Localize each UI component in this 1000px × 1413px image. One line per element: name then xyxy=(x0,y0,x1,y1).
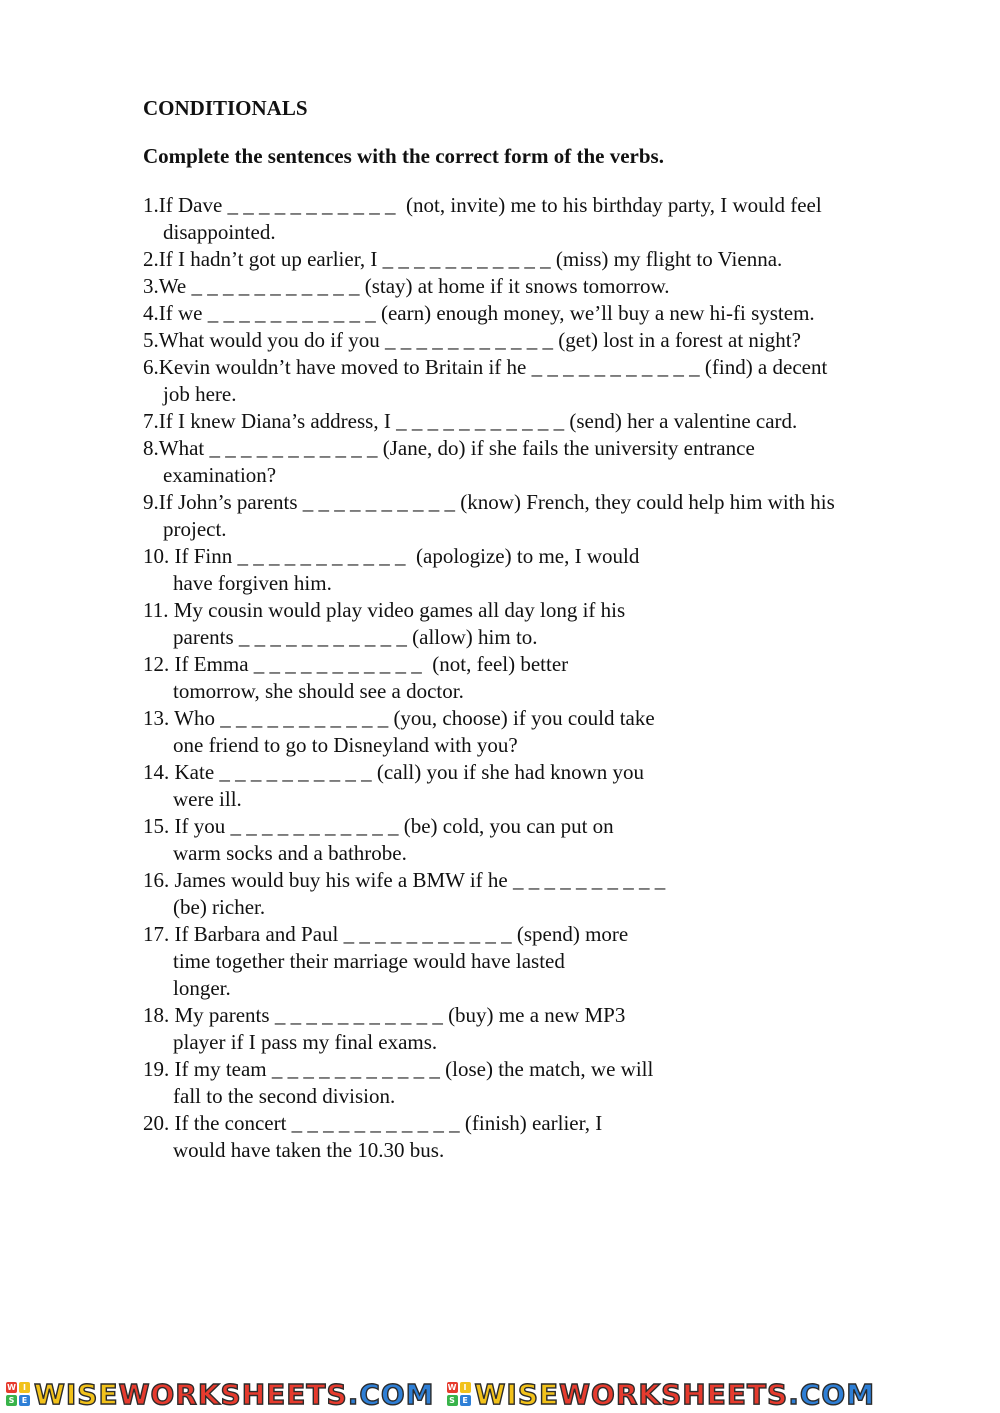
exercise-item xyxy=(143,597,943,651)
exercise-sentence: 18. My parents _ _ _ _ _ _ _ _ _ _ _ (buy) me a new MP3 xyxy=(143,1003,626,1027)
exercise-sentence: 13. Who _ _ _ _ _ _ _ _ _ _ _ (you, choose) if you could take xyxy=(143,706,655,730)
exercise-sentence: 12. If Emma _ _ _ _ _ _ _ _ _ _ _ (not, feel) better xyxy=(143,652,569,676)
exercise-item xyxy=(143,813,943,867)
instructions: Complete the sentences with the correct form of the verbs. xyxy=(143,144,664,168)
exercise-item xyxy=(143,408,943,435)
exercise-sentence: 1.If Dave _ _ _ _ _ _ _ _ _ _ _ (not, invite) me to his birthday party, I would feel xyxy=(143,193,822,217)
exercise-sentence: 9.If John’s parents _ _ _ _ _ _ _ _ _ _ (know) French, they could help him with his xyxy=(143,490,835,514)
exercise-sentence-continuation: parents _ _ _ _ _ _ _ _ _ _ _ (allow) him to. xyxy=(173,625,538,649)
exercise-sentence: 2.If I hadn’t got up earlier, I _ _ _ _ _ _ _ _ _ _ _ (miss) my flight to Vienna. xyxy=(143,247,783,271)
exercise-sentence: 14. Kate _ _ _ _ _ _ _ _ _ _ (call) you if she had known you xyxy=(143,760,644,784)
exercise-sentence-continuation: (be) richer. xyxy=(173,895,266,919)
exercise-sentence-continuation: disappointed. xyxy=(163,220,276,244)
exercise-sentence: 8.What _ _ _ _ _ _ _ _ _ _ _ (Jane, do) if she fails the university entrance xyxy=(143,436,755,460)
exercise-sentence-continuation: player if I pass my final exams. xyxy=(173,1030,438,1054)
exercise-sentence: 6.Kevin wouldn’t have moved to Britain if he _ _ _ _ _ _ _ _ _ _ _ (find) a decent xyxy=(143,355,828,379)
exercise-sentence: 16. James would buy his wife a BMW if he _ _ _ _ _ _ _ _ _ _ xyxy=(143,868,666,892)
exercise-sentence-continuation: examination? xyxy=(163,463,277,487)
exercise-sentence: 17. If Barbara and Paul _ _ _ _ _ _ _ _ _ _ _ (spend) more xyxy=(143,922,629,946)
exercise-sentence-continuation: fall to the second division. xyxy=(173,1084,396,1108)
exercise-sentence-continuation: one friend to go to Disneyland with you? xyxy=(173,733,518,757)
footer-watermark xyxy=(0,1375,1000,1413)
exercise-sentence: 4.If we _ _ _ _ _ _ _ _ _ _ _ (earn) enough money, we’ll buy a new hi-fi system. xyxy=(143,301,815,325)
exercise-item xyxy=(143,543,943,597)
brand-logo-icon: W I S E xyxy=(447,1382,471,1406)
page-title: CONDITIONALS xyxy=(143,96,308,120)
exercise-sentence-continuation: project. xyxy=(163,517,227,541)
exercise-sentence-continuation: job here. xyxy=(163,382,237,406)
exercise-item xyxy=(143,489,943,543)
exercise-item xyxy=(143,435,943,489)
exercise-sentence: 11. My cousin would play video games all day long if his xyxy=(143,598,626,622)
exercise-item xyxy=(143,327,943,354)
exercise-sentence: 19. If my team _ _ _ _ _ _ _ _ _ _ _ (lose) the match, we will xyxy=(143,1057,654,1081)
exercise-item xyxy=(143,921,943,1002)
exercise-item xyxy=(143,759,943,813)
exercise-sentence-continuation: were ill. xyxy=(173,787,242,811)
exercise-item xyxy=(143,192,943,246)
brand-text: WISEWORKSHEETS.COM xyxy=(34,1377,435,1411)
exercise-sentence-continuation: longer. xyxy=(173,976,231,1000)
exercise-sentence: 3.We _ _ _ _ _ _ _ _ _ _ _ (stay) at home if it snows tomorrow. xyxy=(143,274,670,298)
exercise-sentence-continuation: tomorrow, she should see a doctor. xyxy=(173,679,464,703)
brand-text: WISEWORKSHEETS.COM xyxy=(474,1377,876,1411)
exercise-item xyxy=(143,1110,943,1164)
exercise-item xyxy=(143,1056,943,1110)
exercise-item xyxy=(143,273,943,300)
exercise-sentence: 5.What would you do if you _ _ _ _ _ _ _ _ _ _ _ (get) lost in a forest at night? xyxy=(143,328,801,352)
exercise-sentence: 10. If Finn _ _ _ _ _ _ _ _ _ _ _ (apologize) to me, I would xyxy=(143,544,640,568)
brand-watermark xyxy=(6,1378,435,1411)
exercise-item xyxy=(143,246,943,273)
exercise-list xyxy=(143,192,943,1164)
exercise-item xyxy=(143,354,943,408)
exercise-sentence-continuation: time together their marriage would have lasted xyxy=(173,949,565,973)
exercise-item xyxy=(143,1002,943,1056)
exercise-sentence-continuation: warm socks and a bathrobe. xyxy=(173,841,407,865)
exercise-sentence-continuation: have forgiven him. xyxy=(173,571,332,595)
exercise-item xyxy=(143,651,943,705)
exercise-sentence: 15. If you _ _ _ _ _ _ _ _ _ _ _ (be) cold, you can put on xyxy=(143,814,614,838)
exercise-item xyxy=(143,705,943,759)
brand-logo-icon: W I S E xyxy=(6,1382,30,1406)
exercise-sentence: 20. If the concert _ _ _ _ _ _ _ _ _ _ _ (finish) earlier, I xyxy=(143,1111,603,1135)
brand-watermark xyxy=(447,1378,876,1411)
exercise-sentence-continuation: would have taken the 10.30 bus. xyxy=(173,1138,445,1162)
exercise-item xyxy=(143,867,943,921)
exercise-sentence: 7.If I knew Diana’s address, I _ _ _ _ _ _ _ _ _ _ _ (send) her a valentine card. xyxy=(143,409,798,433)
exercise-item xyxy=(143,300,943,327)
